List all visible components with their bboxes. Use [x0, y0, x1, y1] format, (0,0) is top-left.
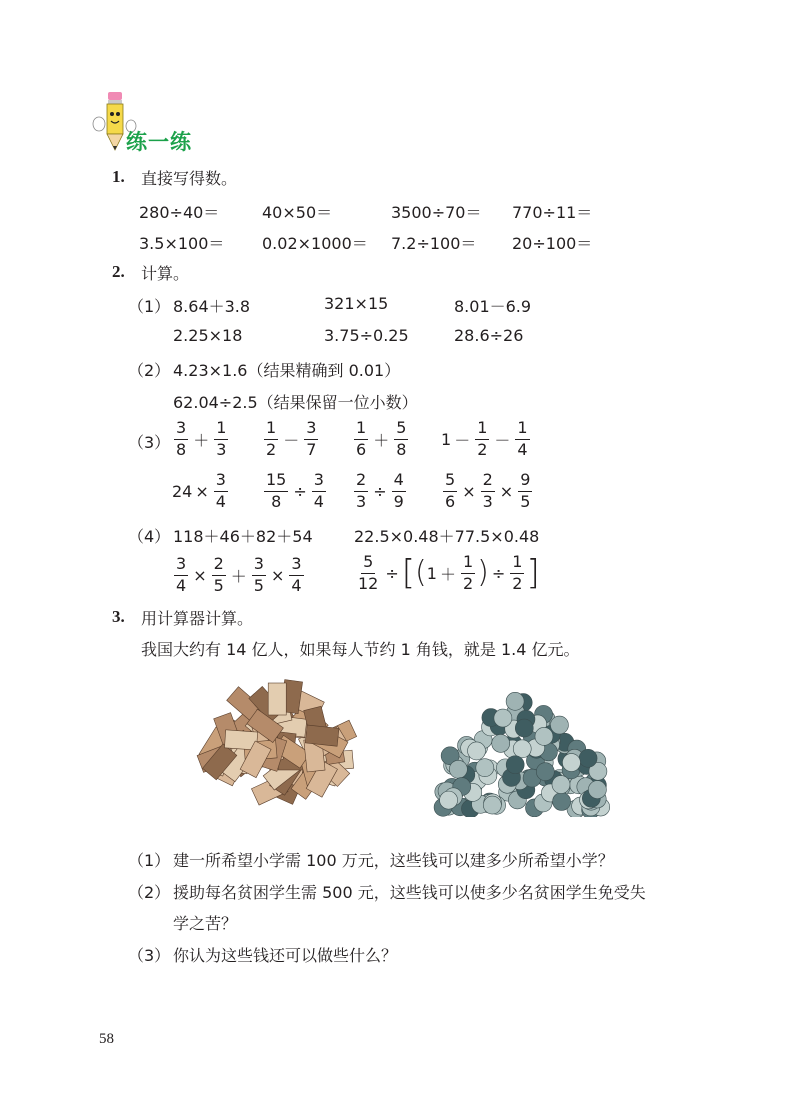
- fraction: $\frac{3}{4}$: [291, 554, 302, 595]
- fraction-expression: $\frac{3}{8}$ ＋ $\frac{1}{3}$: [176, 418, 227, 459]
- question-2-prompt: 计算。: [141, 264, 190, 283]
- q3-item-2-text-cont: 学之苦？: [173, 914, 238, 933]
- q2-part-2-label: （2）: [128, 361, 171, 380]
- coin-shape: [513, 740, 531, 758]
- fraction: $\frac{1}{2}$: [477, 418, 488, 459]
- q2-part-3-label: （3）: [128, 433, 171, 452]
- section-title: 练一练: [126, 130, 192, 154]
- fraction-expression: $\frac{3}{4}$ × $\frac{2}{5}$ ＋ $\frac{3}{5}$ × $\frac{3}{4}$: [176, 554, 302, 595]
- fraction: $\frac{5}{12}$: [358, 552, 379, 593]
- page-number: 58: [99, 1031, 114, 1047]
- fraction: $\frac{9}{5}$: [520, 470, 531, 511]
- coin-shape: [550, 716, 568, 734]
- fraction: $\frac{1}{3}$: [216, 418, 227, 459]
- coin-shape: [579, 749, 597, 767]
- coin-shape: [553, 793, 571, 811]
- q3-item-1-text: 建一所希望小学需 100 万元，这些钱可以建多少所希望小学？: [173, 851, 614, 870]
- fraction-expression: $\frac{5}{6}$ × $\frac{2}{3}$ × $\frac{9}{5}$: [445, 470, 531, 511]
- coin-shape: [506, 756, 524, 774]
- banknote-shape: [268, 683, 286, 715]
- question-1-number: 1.: [112, 167, 125, 186]
- coin-shape: [506, 692, 524, 710]
- q2-expr: 8.01－6.9: [454, 297, 532, 316]
- q2-part-2-line-2: 62.04÷2.5（结果保留一位小数）: [173, 393, 418, 412]
- banknote-pile-image: [192, 678, 362, 813]
- coin-shape: [535, 727, 553, 745]
- fraction-expression: $\frac{15}{8}$ ÷ $\frac{3}{4}$: [266, 470, 324, 511]
- q2-expr: 8.64＋3.8: [173, 297, 251, 316]
- fraction-expression: 1 － $\frac{1}{2}$ － $\frac{1}{4}$: [441, 418, 528, 459]
- coin-shape: [449, 760, 467, 778]
- q2-part-1-label: （1）: [128, 297, 171, 316]
- q1-expr: 7.2÷100＝: [391, 234, 477, 253]
- fraction: $\frac{3}{5}$: [253, 554, 264, 595]
- coin-shape: [468, 742, 486, 760]
- section-header: [90, 88, 210, 158]
- fraction: $\frac{3}{4}$: [215, 470, 226, 511]
- fraction: $\frac{1}{2}$: [512, 552, 523, 593]
- coin-shape: [515, 719, 533, 737]
- q1-expr: 3500÷70＝: [391, 203, 482, 222]
- q2-part-2-line-1: 4.23×1.6（结果精确到 0.01）: [173, 361, 401, 380]
- fraction: $\frac{3}{7}$: [306, 418, 317, 459]
- coin-shape: [483, 796, 501, 814]
- q1-expr: 280÷40＝: [139, 203, 220, 222]
- coin-shape: [562, 754, 580, 772]
- fraction: $\frac{3}{4}$: [176, 554, 187, 595]
- coin-shape: [440, 791, 458, 809]
- fraction-expression: $\frac{1}{2}$ － $\frac{3}{7}$: [266, 418, 317, 459]
- q2-expr: 321×15: [324, 294, 389, 313]
- question-1-prompt: 直接写得数。: [141, 169, 238, 188]
- fraction-expression: $\frac{5}{12}$ ÷ [ ( 1 ＋ $\frac{1}{2}$ ) ÷ $\frac{1}{2}$ ]: [358, 552, 540, 594]
- question-2-number: 2.: [112, 262, 125, 281]
- q1-expr: 20÷100＝: [512, 234, 593, 253]
- question-3-intro: 我国大约有 14 亿人，如果每人节约 1 角钱，就是 1.4 亿元。: [141, 640, 580, 659]
- q2-expr: 22.5×0.48＋77.5×0.48: [354, 527, 540, 546]
- q2-part-4-label: （4）: [128, 527, 171, 546]
- q2-expr: 3.75÷0.25: [324, 326, 409, 345]
- fraction: $\frac{1}{2}$: [266, 418, 277, 459]
- coin-shape: [492, 734, 510, 752]
- q3-item-2-text: 援助每名贫困学生需 500 元，这些钱可以使多少名贫困学生免受失: [173, 883, 646, 902]
- fraction: $\frac{5}{8}$: [396, 418, 407, 459]
- fraction: $\frac{1}{4}$: [517, 418, 528, 459]
- fraction: $\frac{1}{6}$: [356, 418, 367, 459]
- fraction: $\frac{3}{8}$: [176, 418, 187, 459]
- coin-shape: [494, 709, 512, 727]
- fraction: $\frac{2}{3}$: [356, 470, 367, 511]
- fraction: $\frac{15}{8}$: [266, 470, 287, 511]
- q1-expr: 770÷11＝: [512, 203, 593, 222]
- coin-shape: [552, 776, 570, 794]
- q1-expr: 40×50＝: [262, 203, 333, 222]
- q1-expr: 0.02×1000＝: [262, 234, 368, 253]
- coin-shape: [588, 781, 606, 799]
- coin-shape: [536, 763, 554, 781]
- fraction: $\frac{1}{2}$: [462, 552, 474, 593]
- q2-expr: 118＋46＋82＋54: [173, 527, 313, 546]
- fraction: $\frac{3}{4}$: [313, 470, 324, 511]
- fraction: $\frac{5}{6}$: [445, 470, 456, 511]
- banknote-shape: [305, 725, 339, 746]
- question-3-number: 3.: [112, 607, 125, 626]
- q2-expr: 28.6÷26: [454, 326, 524, 345]
- q2-expr: 2.25×18: [173, 326, 243, 345]
- q3-item-2-label: （2）: [128, 883, 171, 902]
- fraction-expression: $\frac{1}{6}$ ＋ $\frac{5}{8}$: [356, 418, 407, 459]
- coin-shape: [476, 759, 494, 777]
- q3-item-1-label: （1）: [128, 851, 171, 870]
- fraction: $\frac{4}{9}$: [393, 470, 404, 511]
- fraction-expression: $\frac{2}{3}$ ÷ $\frac{4}{9}$: [356, 470, 404, 511]
- q1-expr: 3.5×100＝: [139, 234, 225, 253]
- fraction: $\frac{2}{5}$: [213, 554, 224, 595]
- q3-item-3-label: （3）: [128, 946, 171, 965]
- q3-item-3-text: 你认为这些钱还可以做些什么？: [173, 946, 398, 965]
- coin-pile-image: [430, 682, 615, 817]
- fraction: $\frac{2}{3}$: [482, 470, 493, 511]
- fraction-expression: 24 × $\frac{3}{4}$: [172, 470, 226, 511]
- question-3-prompt: 用计算器计算。: [141, 609, 254, 628]
